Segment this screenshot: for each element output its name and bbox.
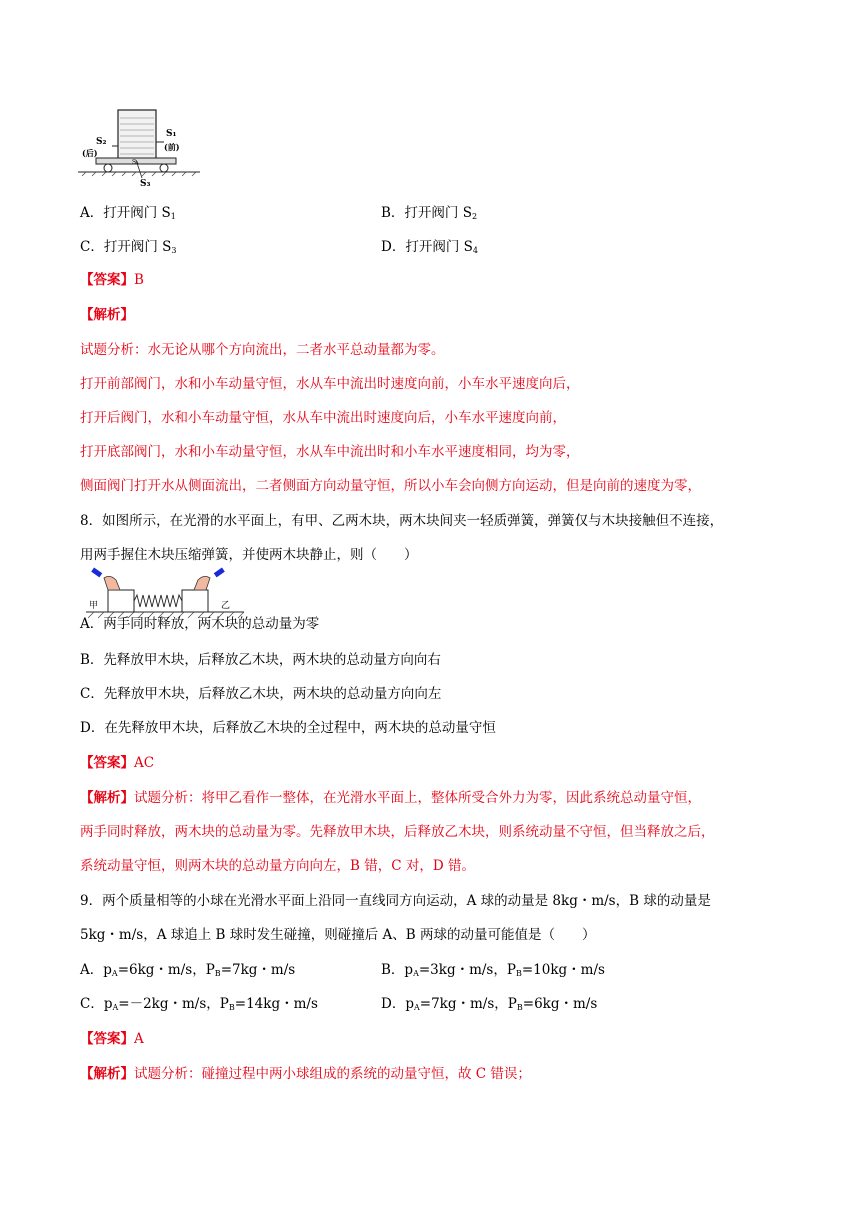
q7-analysis-tag: 【解析】 xyxy=(80,307,134,323)
valve-s2-position: (后) xyxy=(82,148,98,158)
q7-analysis-line-5: 侧面阀门打开水从侧面流出，二者侧面方向动量守恒，所以小车会向侧方向运动，但是向前的速度为零， xyxy=(80,478,701,494)
q9-stem-line-2: 5kg・m/s，A 球追上 B 球时发生碰撞，则碰撞后 A、B 两球的动量可能值是（ ） xyxy=(80,927,596,943)
valve-s1-position: (前) xyxy=(164,142,180,152)
q7-analysis-line-2: 打开前部阀门，水和小车动量守恒，水从车中流出时速度向前，小车水平速度向后， xyxy=(80,376,580,392)
valve-s4-label: S₄ xyxy=(132,159,139,166)
q9-option-c: C．$p_A=-2kg$・m/s，$P_B=14kg$・m/s xyxy=(80,996,318,1012)
water-cart-figure xyxy=(78,106,202,190)
q9-option-b: B．$p_A=3kg$・m/s，$P_B=10kg$・m/s xyxy=(381,962,605,978)
q7-answer: 【答案】B xyxy=(80,272,144,288)
valve-s3-label: S₃ xyxy=(140,179,151,189)
q7-option-c: C．打开阀门 $S_3$ xyxy=(80,239,177,255)
q9-stem-line-1: 9．两个质量相等的小球在光滑水平面上沿同一直线同方向运动，A 球的动量是 8kg・m/s，B 球的动量是 xyxy=(80,893,711,909)
q8-option-b: B．先释放甲木块，后释放乙木块，两木块的总动量方向向右 xyxy=(80,652,441,668)
block-jia-label: 甲 xyxy=(89,601,99,611)
valve-s1-label: S₁ xyxy=(166,129,177,139)
q8-option-d: D．在先释放甲木块，后释放乙木块的全过程中，两木块的总动量守恒 xyxy=(80,720,496,736)
q8-analysis-line-2: 两手同时释放，两木块的总动量为零。先释放甲木块，后释放乙木块，则系统动量不守恒，但当释放之后， xyxy=(80,824,715,840)
q7-option-a: A．打开阀门 $S_1$ xyxy=(80,205,176,221)
q7-analysis-line-3: 打开后阀门，水和小车动量守恒，水从车中流出时速度向后，小车水平速度向前， xyxy=(80,410,566,426)
q7-option-d: D．打开阀门 $S_4$ xyxy=(381,239,478,255)
q7-option-b: B．打开阀门 $S_2$ xyxy=(381,205,478,221)
q9-analysis-line-1: 【解析】试题分析：碰撞过程中两小球组成的系统的动量守恒，故 C 错误； xyxy=(80,1066,531,1082)
q9-answer: 【答案】A xyxy=(80,1031,144,1047)
q7-analysis-line-1: 试题分析：水无论从哪个方向流出，二者水平总动量都为零。 xyxy=(80,342,445,358)
q8-option-a: A．两手同时释放，两木块的总动量为零 xyxy=(80,616,320,632)
q9-option-d: D．$p_A=7kg$・m/s，$P_B=6kg$・m/s xyxy=(381,996,598,1012)
block-yi-label: 乙 xyxy=(221,601,231,611)
q8-analysis-line-3: 系统动量守恒，则两木块的总动量方向向左，B 错，C 对，D 错。 xyxy=(80,858,475,874)
valve-s2-label: S₂ xyxy=(96,137,107,147)
q8-stem-line-2: 用两手握住木块压缩弹簧，并使两木块静止，则（ ） xyxy=(80,547,418,563)
q8-option-c: C．先释放甲木块，后释放乙木块，两木块的总动量方向向左 xyxy=(80,686,442,702)
q8-analysis-line-1: 【解析】试题分析：将甲乙看作一整体，在光滑水平面上，整体所受合外力为零，因此系统总动量守恒， xyxy=(80,790,701,806)
q9-option-a: A．$p_A=6kg$・m/s，$P_B=7kg$・m/s xyxy=(80,962,296,978)
q7-analysis-line-4: 打开底部阀门，水和小车动量守恒，水从车中流出时和小车水平速度相同，均为零， xyxy=(80,444,580,460)
q8-answer: 【答案】AC xyxy=(80,755,155,771)
q8-stem-line-1: 8．如图所示，在光滑的水平面上，有甲、乙两木块，两木块间夹一轻质弹簧，弹簧仅与木块接触但不连接， xyxy=(80,513,724,529)
